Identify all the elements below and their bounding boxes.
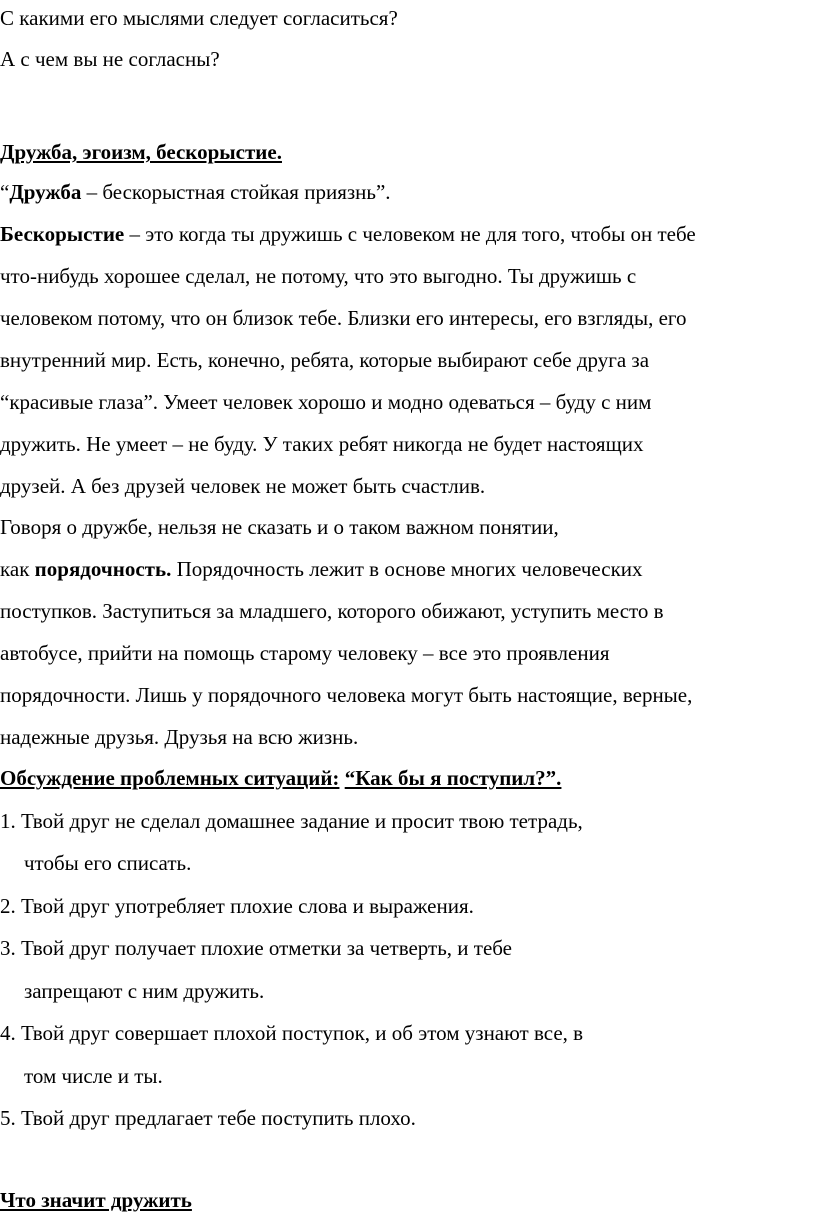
situation-3-line-2: запрещают с ним дружить. [24,979,265,1003]
paragraph-1-line-1: Бескорыстие – это когда ты дружишь с человеком не для того, чтобы он тебе [0,222,696,246]
paragraph-2-line-5: порядочности. Лишь у порядочного человека могут быть настоящие, верные, [0,683,693,707]
paragraph-2-line-6: надежные друзья. Друзья на всю жизнь. [0,725,359,749]
paragraph-1-line-2: что-нибудь хорошее сделал, не потому, что это выгодно. Ты дружишь с [0,264,637,288]
paragraph-2-line-4: автобусе, прийти на помощь старому человеку – все это проявления [0,641,610,665]
paragraph-1-line-3: человеком потому, что он близок тебе. Близки его интересы, его взгляды, его [0,306,687,330]
paragraph-2-line-3: поступков. Заступиться за младшего, которого обижают, уступить место в [0,599,664,623]
paragraph-2-line-1: Говоря о дружбе, нельзя не сказать и о таком важном понятии, [0,515,559,539]
term-friendship: Дружба [9,180,82,204]
friendship-definition: “Дружба – бескорыстная стойкая приязнь”. [0,180,391,204]
section-heading-what-friendship-means: Что значит дружить [0,1188,192,1212]
situation-4-line-1: 4. Твой друг совершает плохой поступок, и об этом узнают все, в [0,1021,584,1045]
situation-3-line-1: 3. Твой друг получает плохие отметки за четверть, и тебе [0,936,512,960]
question-1: С какими его мыслями следует согласиться? [0,6,398,30]
paragraph-2-line-2: как порядочность. Порядочность лежит в основе многих человеческих [0,557,643,581]
paragraph-1-line-7: друзей. А без друзей человек не может быть счастлив. [0,474,486,498]
situation-5: 5. Твой друг предлагает тебе поступить плохо. [0,1106,416,1130]
section-heading-friendship: Дружба, эгоизм, бескорыстие. [0,140,282,164]
situation-2: 2. Твой друг употребляет плохие слова и выражения. [0,894,474,918]
paragraph-1-line-6: дружить. Не умеет – не буду. У таких ребят никогда не будет настоящих [0,432,644,456]
situation-1-line-1: 1. Твой друг не сделал домашнее задание и просит твою тетрадь, [0,809,583,833]
term-decency: порядочность. [34,557,172,581]
situation-1-line-2: чтобы его списать. [24,851,192,875]
term-selflessness: Бескорыстие [0,222,125,246]
paragraph-1-line-5: “красивые глаза”. Умеет человек хорошо и модно одеваться – буду с ним [0,390,652,414]
situation-4-line-2: том числе и ты. [24,1064,163,1088]
section-heading-discussion: Обсуждение проблемных ситуаций: “Как бы я поступил?”. [0,766,562,790]
question-2: А с чем вы не согласны? [0,47,220,71]
paragraph-1-line-4: внутренний мир. Есть, конечно, ребята, которые выбирают себе друга за [0,348,650,372]
